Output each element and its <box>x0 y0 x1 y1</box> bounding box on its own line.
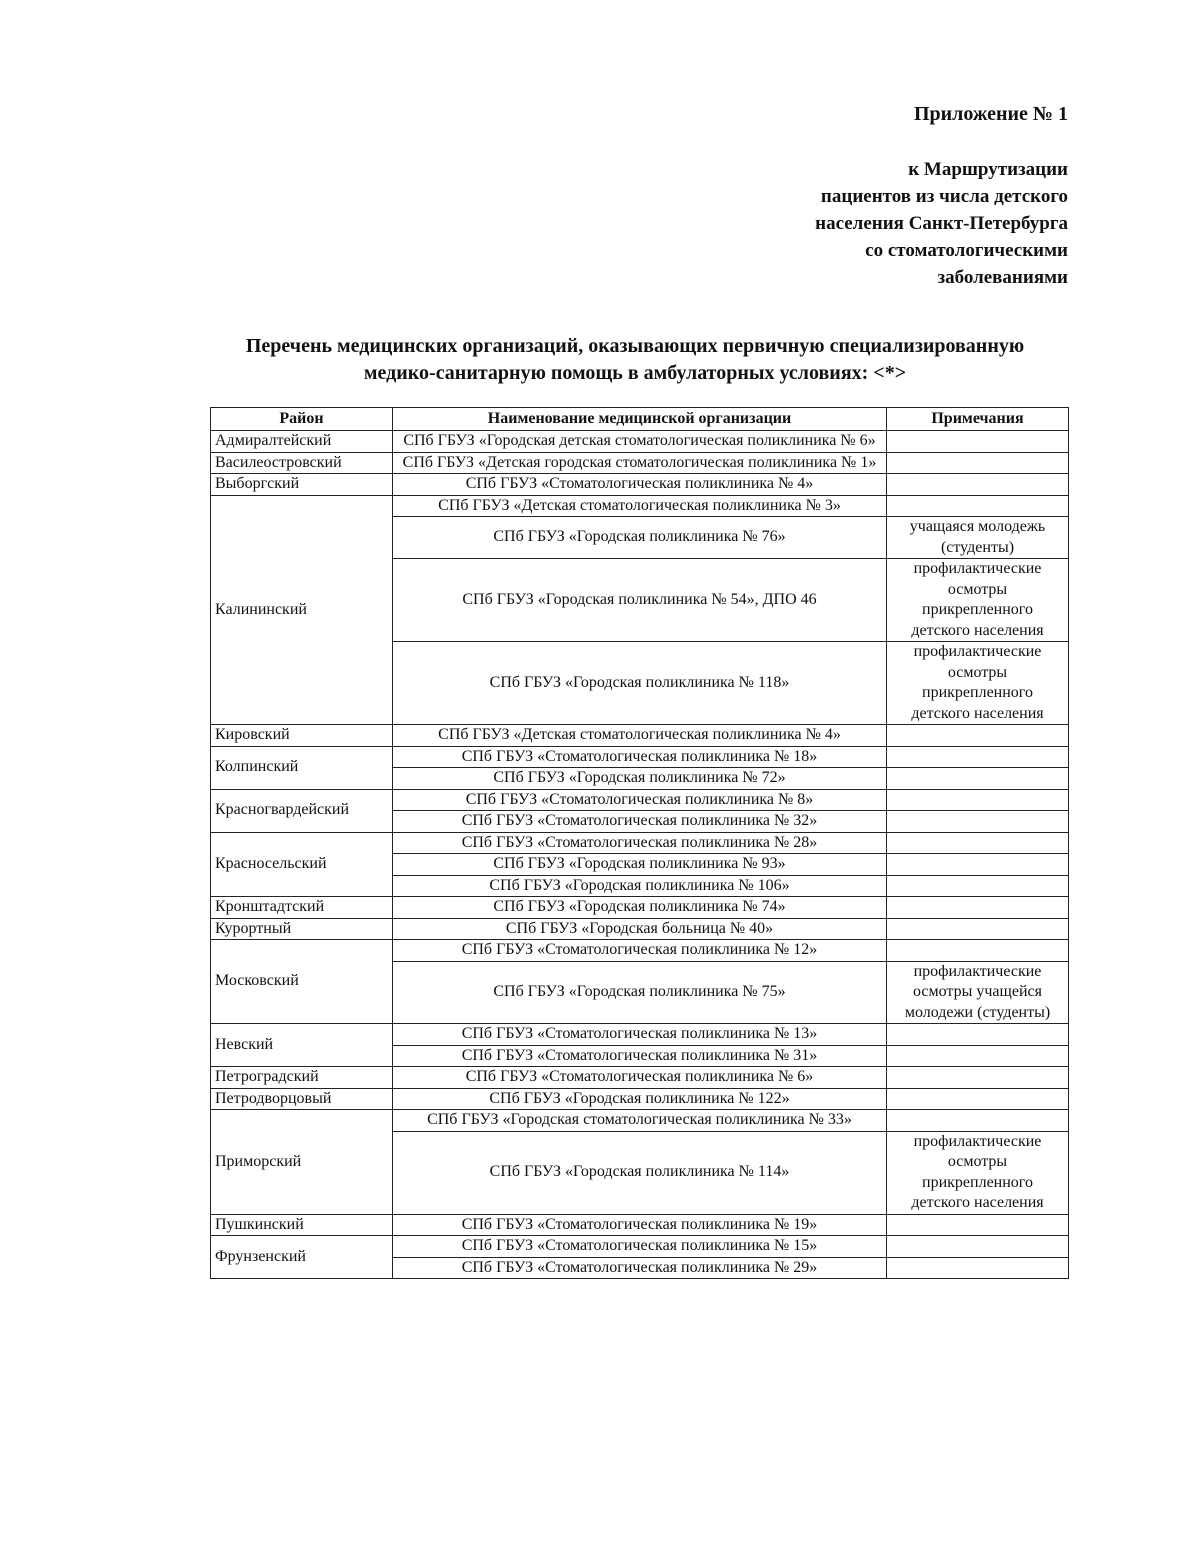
organization-cell: СПб ГБУЗ «Стоматологическая поликлиника № 8» <box>393 789 887 811</box>
organization-cell: СПб ГБУЗ «Стоматологическая поликлиника № 15» <box>393 1236 887 1258</box>
heading-line: медико-санитарную помощь в амбулаторных условиях: <*> <box>363 362 907 384</box>
table-row <box>211 725 1069 747</box>
appendix-subtitle-line: населения Санкт-Петербурга <box>815 213 1068 234</box>
district-cell: Кронштадтский <box>211 897 393 919</box>
appendix-subtitle-line: со стоматологическими <box>865 240 1068 261</box>
organization-cell: СПб ГБУЗ «Стоматологическая поликлиника № 4» <box>393 474 887 496</box>
table-row <box>211 940 1069 962</box>
heading-line: Перечень медицинских организаций, оказывающих первичную специализированную <box>245 335 1025 357</box>
organization-cell: СПб ГБУЗ «Городская поликлиника № 106» <box>393 875 887 897</box>
table-row <box>211 897 1069 919</box>
table-row <box>211 1214 1069 1236</box>
note-cell <box>887 746 1069 768</box>
note-cell <box>887 1214 1069 1236</box>
district-cell: Красногвардейский <box>211 789 393 832</box>
appendix-subtitle-line: пациентов из числа детского <box>820 186 1068 207</box>
organization-cell: СПб ГБУЗ «Городская стоматологическая поликлиника № 33» <box>393 1110 887 1132</box>
note-cell <box>887 789 1069 811</box>
note-cell: профилактические осмотры прикрепленного детского населения <box>887 559 1069 642</box>
table-row <box>211 1088 1069 1110</box>
organization-cell: СПб ГБУЗ «Стоматологическая поликлиника № 32» <box>393 811 887 833</box>
organization-cell: СПб ГБУЗ «Городская детская стоматологическая поликлиника № 6» <box>393 431 887 453</box>
note-cell <box>887 452 1069 474</box>
table-body <box>211 431 1069 1279</box>
note-cell: учащаяся молодежь (студенты) <box>887 517 1069 559</box>
district-cell: Выборгский <box>211 474 393 496</box>
note-cell <box>887 495 1069 517</box>
organization-cell: СПб ГБУЗ «Городская поликлиника № 76» <box>393 517 887 559</box>
district-cell: Приморский <box>211 1110 393 1215</box>
appendix-subtitle-line: заболеваниями <box>937 267 1068 288</box>
table-row <box>211 474 1069 496</box>
table-row <box>211 431 1069 453</box>
table-row <box>211 1110 1069 1132</box>
note-cell <box>887 832 1069 854</box>
appendix-subtitle-line: к Маршрутизации <box>908 159 1068 180</box>
district-cell: Пушкинский <box>211 1214 393 1236</box>
organization-cell: СПб ГБУЗ «Городская поликлиника № 122» <box>393 1088 887 1110</box>
organization-cell: СПб ГБУЗ «Городская поликлиника № 75» <box>393 961 887 1024</box>
district-cell: Кировский <box>211 725 393 747</box>
table-row <box>211 789 1069 811</box>
organization-cell: СПб ГБУЗ «Городская больница № 40» <box>393 918 887 940</box>
note-cell <box>887 725 1069 747</box>
table-row <box>211 1236 1069 1258</box>
note-cell <box>887 940 1069 962</box>
organization-cell: СПб ГБУЗ «Стоматологическая поликлиника № 6» <box>393 1067 887 1089</box>
organization-cell: СПб ГБУЗ «Детская городская стоматологическая поликлиника № 1» <box>393 452 887 474</box>
note-cell <box>887 1024 1069 1046</box>
district-cell: Калининский <box>211 495 393 725</box>
organization-cell: СПб ГБУЗ «Стоматологическая поликлиника № 29» <box>393 1257 887 1279</box>
table-row <box>211 452 1069 474</box>
note-cell <box>887 1110 1069 1132</box>
organization-cell: СПб ГБУЗ «Городская поликлиника № 72» <box>393 768 887 790</box>
organization-cell: СПб ГБУЗ «Городская поликлиника № 118» <box>393 642 887 725</box>
organization-cell: СПб ГБУЗ «Городская поликлиника № 54», ДПО 46 <box>393 559 887 642</box>
district-cell: Василеостровский <box>211 452 393 474</box>
table-row <box>211 918 1069 940</box>
district-cell: Невский <box>211 1024 393 1067</box>
note-cell <box>887 854 1069 876</box>
note-cell <box>887 474 1069 496</box>
organization-cell: СПб ГБУЗ «Стоматологическая поликлиника № 19» <box>393 1214 887 1236</box>
note-cell <box>887 431 1069 453</box>
organization-cell: СПб ГБУЗ «Городская поликлиника № 93» <box>393 854 887 876</box>
note-cell <box>887 1067 1069 1089</box>
note-cell <box>887 768 1069 790</box>
note-cell <box>887 1257 1069 1279</box>
table-header-row <box>211 408 1069 431</box>
organization-cell: СПб ГБУЗ «Стоматологическая поликлиника № 28» <box>393 832 887 854</box>
organization-cell: СПб ГБУЗ «Детская стоматологическая поликлиника № 3» <box>393 495 887 517</box>
table-row <box>211 746 1069 768</box>
organization-cell: СПб ГБУЗ «Детская стоматологическая поликлиника № 4» <box>393 725 887 747</box>
header-organization: Наименование медицинской организации <box>393 408 887 431</box>
header-district: Район <box>211 408 393 431</box>
district-cell: Курортный <box>211 918 393 940</box>
table-row <box>211 1024 1069 1046</box>
organization-cell: СПб ГБУЗ «Городская поликлиника № 74» <box>393 897 887 919</box>
organizations-table <box>210 407 1069 1279</box>
appendix-subtitle <box>815 156 1068 291</box>
organization-cell: СПб ГБУЗ «Стоматологическая поликлиника № 31» <box>393 1045 887 1067</box>
note-cell: профилактические осмотры прикрепленного детского населения <box>887 642 1069 725</box>
district-cell: Фрунзенский <box>211 1236 393 1279</box>
document-heading <box>200 333 1070 387</box>
note-cell <box>887 918 1069 940</box>
organization-cell: СПб ГБУЗ «Стоматологическая поликлиника № 13» <box>393 1024 887 1046</box>
table-row <box>211 495 1069 517</box>
district-cell: Петродворцовый <box>211 1088 393 1110</box>
note-cell <box>887 875 1069 897</box>
note-cell: профилактические осмотры прикрепленного детского населения <box>887 1131 1069 1214</box>
note-cell <box>887 1236 1069 1258</box>
appendix-title: Приложение № 1 <box>913 103 1068 125</box>
table-row <box>211 832 1069 854</box>
district-cell: Адмиралтейский <box>211 431 393 453</box>
organization-cell: СПб ГБУЗ «Стоматологическая поликлиника № 18» <box>393 746 887 768</box>
note-cell <box>887 811 1069 833</box>
district-cell: Красносельский <box>211 832 393 897</box>
organization-cell: СПб ГБУЗ «Городская поликлиника № 114» <box>393 1131 887 1214</box>
organization-cell: СПб ГБУЗ «Стоматологическая поликлиника № 12» <box>393 940 887 962</box>
district-cell: Колпинский <box>211 746 393 789</box>
table-row <box>211 1067 1069 1089</box>
note-cell <box>887 897 1069 919</box>
district-cell: Петроградский <box>211 1067 393 1089</box>
note-cell: профилактические осмотры учащейся молодежи (студенты) <box>887 961 1069 1024</box>
header-notes: Примечания <box>887 408 1069 431</box>
note-cell <box>887 1088 1069 1110</box>
district-cell: Московский <box>211 940 393 1024</box>
note-cell <box>887 1045 1069 1067</box>
